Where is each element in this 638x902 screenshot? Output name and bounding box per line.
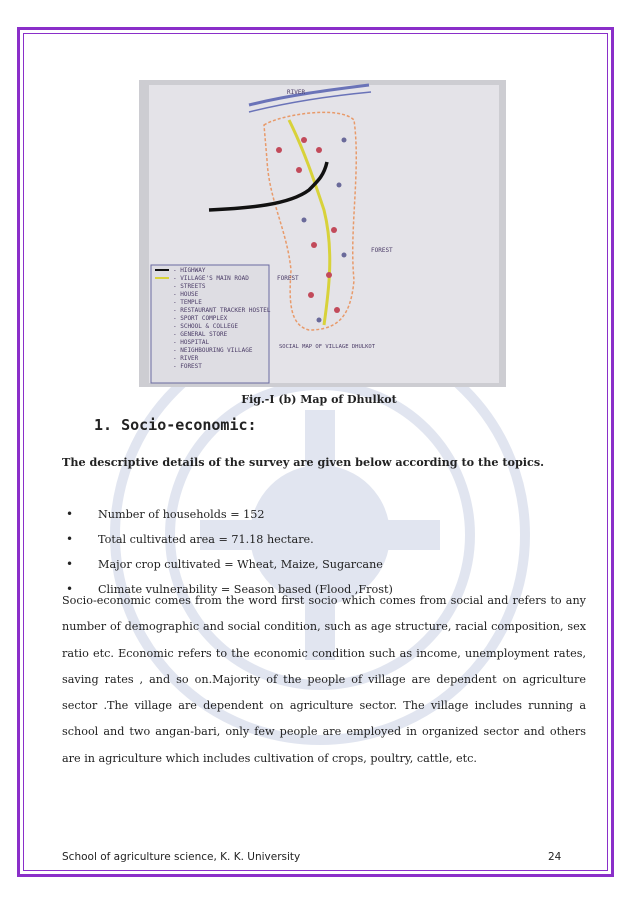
map-label-forest-right: FOREST	[371, 247, 393, 254]
map-legend-entry: - GENERAL STORE	[173, 331, 228, 338]
map-legend-entry: - SCHOOL & COLLEGE	[173, 323, 239, 330]
map-legend-entry: - TEMPLE	[173, 299, 202, 306]
survey-summary-list	[62, 502, 586, 602]
map-legend-entry: - HOUSE	[173, 291, 199, 298]
map-title: SOCIAL MAP OF VILLAGE DHULKOT	[279, 344, 376, 350]
map-legend-entry: - RESTAURANT TRACKER HOSTEL	[173, 307, 271, 314]
intro-paragraph: The descriptive details of the survey are given below according to the topics.	[62, 455, 545, 469]
map-legend-entry: - NEIGHBOURING VILLAGE	[173, 347, 253, 354]
map-legend-entry: - VILLAGE'S MAIN ROAD	[173, 275, 249, 282]
section-heading: 1. Socio-economic:	[94, 416, 257, 434]
list-item: • Number of households = 152	[66, 507, 265, 521]
map-label-forest-left: FOREST	[277, 275, 299, 282]
map-legend-entry: - HIGHWAY	[173, 267, 206, 274]
body-paragraph: Socio-economic comes from the word first socio which comes from social and refers to any number of demographic and social condition, such as age structure, racial composition, sex ratio etc. Economic refers to the economic condition such as income, unemployment rates, saving rates , and so on.Majority of the people of village are dependent on agriculture sector .The village are dependent on agriculture sector. The village includes running a school and two angan-bari, only few people are employed in organized sector and others are in agriculture which includes cultivation of crops, poultry, cattle, etc.	[62, 594, 586, 765]
map-legend-entry: - STREETS	[173, 283, 206, 290]
footer-page-number: 24	[548, 851, 562, 863]
figure-caption: Fig.-I (b) Map of Dhulkot	[241, 393, 397, 406]
list-item: • Total cultivated area = 71.18 hectare.	[66, 532, 314, 546]
map-legend-entry: - RIVER	[173, 355, 199, 362]
map-legend-entry: - SPORT COMPLEX	[173, 315, 228, 322]
list-item: • Climate vulnerability = Season based (Flood ,Frost)	[66, 582, 393, 596]
list-item: • Major crop cultivated = Wheat, Maize, Sugarcane	[66, 557, 383, 571]
map-legend-entry: - HOSPITAL	[173, 339, 210, 346]
footer-institution: School of agriculture science, K. K. University	[62, 851, 301, 863]
village-map-photo	[139, 80, 506, 387]
map-legend-entry: - FOREST	[173, 363, 202, 370]
map-label-river: RIVER	[287, 89, 306, 96]
